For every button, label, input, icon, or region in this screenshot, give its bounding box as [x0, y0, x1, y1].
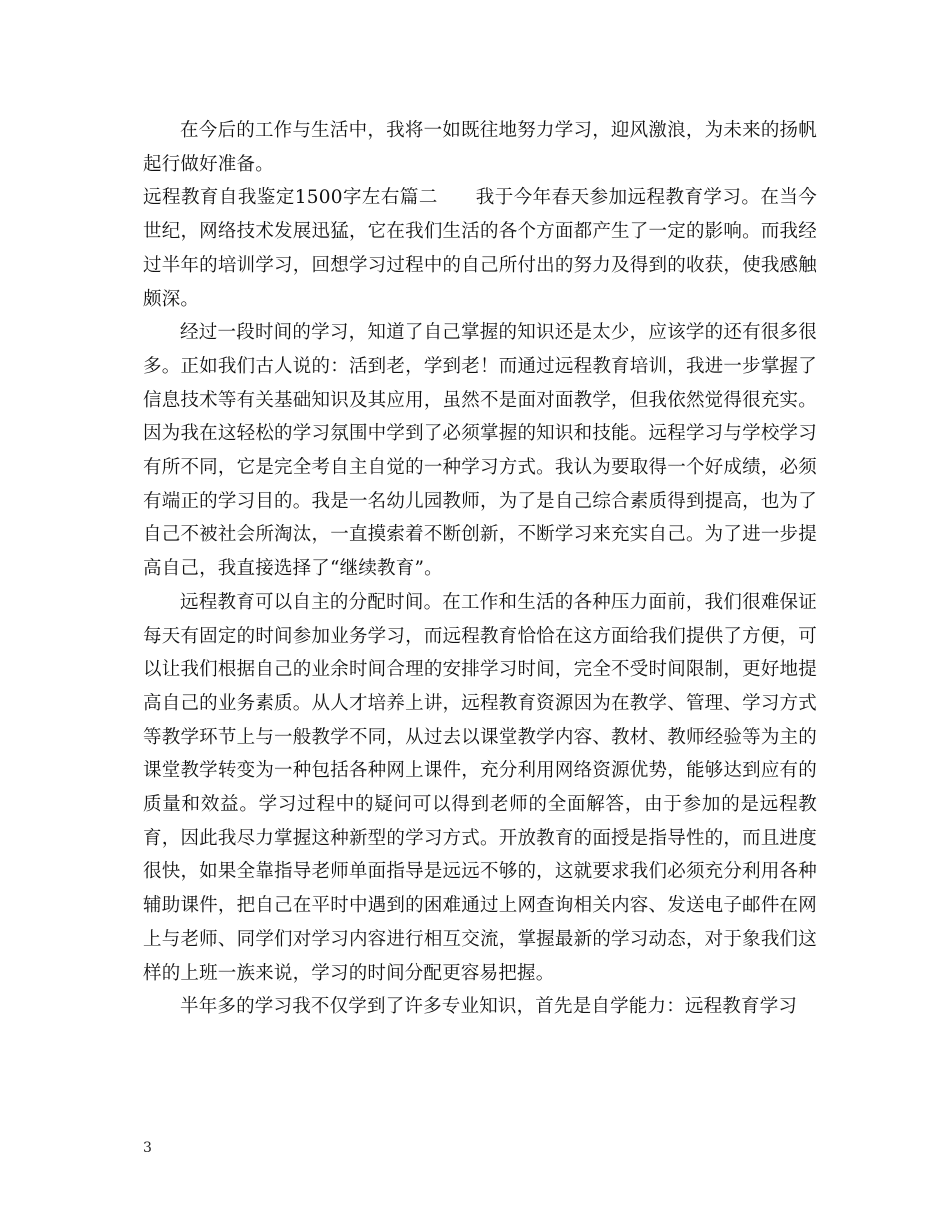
paragraph-4: 远程教育可以自主的分配时间。在工作和生活的各种压力面前，我们很难保证每天有固定的时间参加业务学习，而远程教育恰恰在这方面给我们提供了方便，可以让我们根据自己的业余时间合理的安排学习时间，完全不受时间限制，更好地提高自己的业务素质。从人才培养上讲，远程教育资源因为在教学、管理、学习方式等教学环节上与一般教学不同，从过去以课堂教学内容、教材、教师经验等为主的课堂教学转变为一种包括各种网上课件，充分利用网络资源优势，能够达到应有的质量和效益。学习过程中的疑问可以得到老师的全面解答，由于参加的是远程教育，因此我尽力掌握这种新型的学习方式。开放教育的面授是指导性的，而且进度很快，如果全靠指导老师单面指导是远远不够的，这就要求我们必须充分利用各种辅助课件，把自己在平时中遇到的困难通过上网查询相关内容、发送电子邮件在网上与老师、同学们对学习内容进行相互交流，掌握最新的学习动态，对于象我们这样的上班一族来说，学习的时间分配更容易把握。 [143, 591, 817, 984]
paragraph-2: 远程教育自我鉴定1500字左右篇二 我于今年春天参加远程教育学习。在当今世纪，网络技术发展迅猛，它在我们生活的各个方面都产生了一定的影响。而我经过半年的培训学习，回想学习过程中的自己所付出的努力及得到的收获，使我感触颇深。 [143, 187, 817, 310]
paragraph-1: 在今后的工作与生活中，我将一如既往地努力学习，迎风激浪，为未来的扬帆起行做好准备。 [143, 120, 817, 175]
paragraph-5: 半年多的学习我不仅学到了许多专业知识，首先是自学能力：远程教育学习 [180, 996, 798, 1018]
page-number: 3 [143, 1140, 152, 1156]
paragraph-3: 经过一段时间的学习，知道了自己掌握的知识还是太少，应该学的还有很多很多。正如我们古人说的：活到老，学到老！而通过远程教育培训，我进一步掌握了信息技术等有关基础知识及其应用，虽然不是面对面教学，但我依然觉得很充实。因为我在这轻松的学习氛围中学到了必须掌握的知识和技能。远程学习与学校学习有所不同，它是完全考自主自觉的一种学习方式。我认为要取得一个好成绩，必须有端正的学习目的。我是一名幼儿园教师，为了是自己综合素质得到提高，也为了自己不被社会所淘汰，一直摸索着不断创新，不断学习来充实自己。为了进一步提高自己，我直接选择了“继续教育”。 [143, 322, 817, 580]
body-text [143, 114, 817, 1024]
